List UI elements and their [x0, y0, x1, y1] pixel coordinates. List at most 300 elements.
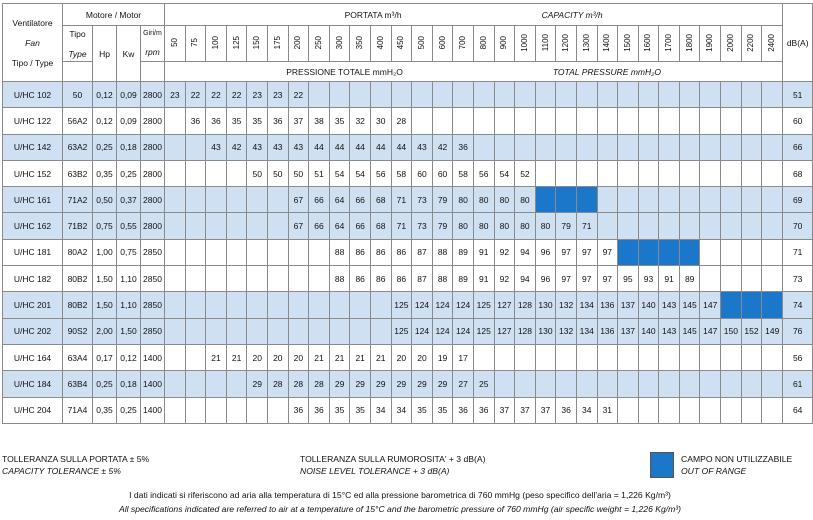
pressure-cell: [515, 344, 536, 370]
pressure-cell: 128: [515, 292, 536, 318]
pressure-cell: [679, 160, 700, 186]
pressure-cell: [638, 213, 659, 239]
pressure-cell: 94: [515, 239, 536, 265]
pressure-cell: 29: [329, 371, 350, 397]
kw-cell: 1,10: [117, 292, 141, 318]
pressure-cell: 124: [453, 318, 474, 344]
table-row: [3, 160, 813, 186]
pressure-cell: 38: [309, 108, 330, 134]
flow-value: 1100: [540, 33, 550, 52]
pressure-cell: [473, 82, 494, 108]
pressure-cell: 68: [370, 187, 391, 213]
conditions-note-it: I dati indicati si riferiscono ad aria alla temperatura di 15°C ed alla pressione barometrica di 760 mmHg (peso specifico dell'aria = 1,226 Kg/m³): [129, 490, 671, 500]
pressure-cell: [721, 160, 742, 186]
pressure-cell: [370, 318, 391, 344]
pressure-cell: 43: [247, 134, 268, 160]
pressure-cell: [741, 344, 762, 370]
table-row: [3, 371, 813, 397]
pressure-cell: [762, 108, 783, 134]
pressure-cell: [741, 160, 762, 186]
noise-cell: 68: [783, 160, 813, 186]
pressure-cell: 20: [412, 344, 433, 370]
kw-cell: 0,18: [117, 371, 141, 397]
hp-cell: 0,35: [93, 160, 117, 186]
out-of-range-cell: [741, 292, 762, 318]
pressure-cell: 34: [576, 397, 597, 423]
motor-type-cell: 63B4: [63, 371, 93, 397]
pressure-cell: [247, 292, 268, 318]
flow-value: 1400: [602, 33, 612, 52]
pressure-cell: 143: [659, 292, 680, 318]
pressure-cell: [659, 160, 680, 186]
pressure-cell: [659, 371, 680, 397]
pressure-cell: [309, 318, 330, 344]
pressure-cell: [165, 239, 186, 265]
pressure-cell: [185, 292, 206, 318]
pressure-cell: [659, 187, 680, 213]
pressure-cell: 22: [288, 82, 309, 108]
pressure-cell: [741, 213, 762, 239]
pressure-cell: [576, 371, 597, 397]
pressure-cell: [618, 187, 639, 213]
flow-tick: [700, 26, 721, 62]
pressure-cell: 136: [597, 318, 618, 344]
pressure-cell: [597, 82, 618, 108]
flow-tick: [453, 26, 474, 62]
flow-tick: [494, 26, 515, 62]
pressure-cell: [473, 134, 494, 160]
pressure-cell: [618, 397, 639, 423]
pressure-cell: 68: [370, 213, 391, 239]
pressure-cell: [185, 239, 206, 265]
flow-tick: [679, 26, 700, 62]
pressure-cell: 73: [412, 187, 433, 213]
pressure-cell: 86: [391, 239, 412, 265]
header-motor-type: [63, 26, 93, 62]
pressure-cell: 147: [700, 292, 721, 318]
pressure-cell: [206, 213, 227, 239]
pressure-cell: 35: [329, 108, 350, 134]
pressure-cell: 136: [597, 292, 618, 318]
rpm-cell: 2850: [141, 292, 165, 318]
pressure-cell: 21: [309, 344, 330, 370]
pressure-cell: 97: [597, 266, 618, 292]
pressure-cell: 86: [350, 266, 371, 292]
pressure-cell: 31: [597, 397, 618, 423]
pressure-cell: [185, 187, 206, 213]
pressure-cell: [659, 213, 680, 239]
pressure-cell: 124: [412, 318, 433, 344]
pressure-cell: 43: [268, 134, 289, 160]
pressure-cell: [329, 82, 350, 108]
pressure-cell: 127: [494, 292, 515, 318]
pressure-cell: 86: [350, 239, 371, 265]
pressure-cell: [576, 134, 597, 160]
pressure-cell: [370, 292, 391, 318]
pressure-cell: 88: [432, 266, 453, 292]
pressure-cell: 36: [206, 108, 227, 134]
pressure-cell: 50: [247, 160, 268, 186]
kw-cell: 0,09: [117, 108, 141, 134]
pressure-cell: [391, 82, 412, 108]
pressure-cell: 51: [309, 160, 330, 186]
pressure-cell: [535, 160, 556, 186]
pressure-cell: [185, 371, 206, 397]
pressure-cell: [309, 239, 330, 265]
flow-value: 250: [313, 35, 323, 50]
pressure-cell: [556, 134, 577, 160]
hp-cell: 0,50: [93, 187, 117, 213]
pressure-cell: [700, 187, 721, 213]
motor-type-cell: 71B2: [63, 213, 93, 239]
pressure-cell: 80: [515, 213, 536, 239]
kw-cell: 0,55: [117, 213, 141, 239]
pressure-cell: 29: [391, 371, 412, 397]
pressure-cell: 60: [432, 160, 453, 186]
pressure-cell: 36: [268, 108, 289, 134]
hp-cell: 2,00: [93, 318, 117, 344]
pressure-cell: 37: [535, 397, 556, 423]
legend-label-en: OUT OF RANGE: [681, 466, 747, 476]
pressure-cell: [268, 239, 289, 265]
out-of-range-cell: [618, 239, 639, 265]
pressure-cell: [412, 108, 433, 134]
pressure-cell: 124: [453, 292, 474, 318]
model-cell: U/HC 122: [3, 108, 63, 134]
kw-cell: 1,50: [117, 318, 141, 344]
pressure-cell: 147: [700, 318, 721, 344]
rpm-cell: 2800: [141, 108, 165, 134]
pressure-cell: [597, 134, 618, 160]
pressure-cell: 28: [288, 371, 309, 397]
pressure-cell: [288, 292, 309, 318]
pressure-cell: [473, 344, 494, 370]
pressure-cell: [618, 160, 639, 186]
header-motor: Motore / Motor: [63, 4, 165, 26]
flow-value: 1700: [664, 33, 674, 52]
pressure-cell: 20: [391, 344, 412, 370]
pressure-cell: [226, 239, 247, 265]
pressure-cell: [226, 318, 247, 344]
pressure-cell: [638, 160, 659, 186]
hp-cell: 0,12: [93, 82, 117, 108]
out-of-range-cell: [679, 239, 700, 265]
pressure-cell: [494, 108, 515, 134]
pressure-cell: 128: [515, 318, 536, 344]
pressure-cell: 97: [556, 239, 577, 265]
noise-cell: 70: [783, 213, 813, 239]
pressure-cell: [185, 160, 206, 186]
flow-tick: [226, 26, 247, 62]
pressure-cell: 91: [659, 266, 680, 292]
pressure-cell: [700, 108, 721, 134]
pressure-cell: 29: [370, 371, 391, 397]
table-row: [3, 344, 813, 370]
pressure-cell: [515, 108, 536, 134]
tolerance-flow-en: CAPACITY TOLERANCE ± 5%: [2, 466, 121, 476]
header-hp: Hp: [93, 26, 117, 82]
pressure-cell: 64: [329, 187, 350, 213]
pressure-cell: 67: [288, 213, 309, 239]
pressure-cell: 44: [370, 134, 391, 160]
pressure-cell: 125: [473, 318, 494, 344]
pressure-cell: 140: [638, 318, 659, 344]
pressure-cell: 130: [535, 318, 556, 344]
flow-value: 1300: [581, 33, 591, 52]
flow-value: 175: [272, 35, 282, 50]
out-of-range-cell: [535, 187, 556, 213]
pressure-cell: [494, 344, 515, 370]
pressure-cell: 37: [494, 397, 515, 423]
pressure-cell: 36: [288, 397, 309, 423]
pressure-cell: [741, 397, 762, 423]
pressure-cell: [432, 82, 453, 108]
pressure-cell: [494, 134, 515, 160]
kw-cell: 0,37: [117, 187, 141, 213]
pressure-cell: [206, 371, 227, 397]
flow-tick: [247, 26, 268, 62]
pressure-cell: 125: [391, 318, 412, 344]
pressure-cell: [247, 266, 268, 292]
pressure-cell: [288, 239, 309, 265]
pressure-cell: 28: [391, 108, 412, 134]
pressure-cell: [700, 344, 721, 370]
kw-cell: 0,75: [117, 239, 141, 265]
pressure-cell: [679, 213, 700, 239]
header-portata: PORTATA m³/h: [344, 9, 402, 20]
pressure-cell: [700, 160, 721, 186]
pressure-cell: [165, 213, 186, 239]
pressure-cell: 80: [535, 213, 556, 239]
pressure-cell: 60: [412, 160, 433, 186]
flow-tick: [206, 26, 227, 62]
noise-cell: 64: [783, 397, 813, 423]
kw-cell: 0,25: [117, 160, 141, 186]
pressure-cell: 88: [329, 239, 350, 265]
flow-value: 75: [190, 38, 200, 47]
pressure-cell: 97: [576, 239, 597, 265]
pressure-cell: [659, 108, 680, 134]
pressure-cell: [247, 318, 268, 344]
model-cell: U/HC 204: [3, 397, 63, 423]
motor-type-cell: 90S2: [63, 318, 93, 344]
pressure-cell: 44: [350, 134, 371, 160]
pressure-cell: [247, 213, 268, 239]
tolerance-noise-en: NOISE LEVEL TOLERANCE + 3 dB(A): [300, 466, 450, 476]
pressure-cell: 93: [638, 266, 659, 292]
pressure-cell: [350, 292, 371, 318]
table-row: [3, 82, 813, 108]
pressure-cell: [206, 239, 227, 265]
flow-value: 1500: [622, 33, 632, 52]
pressure-cell: 28: [309, 371, 330, 397]
pressure-cell: 124: [412, 292, 433, 318]
flow-tick: [762, 26, 783, 62]
pressure-cell: 137: [618, 318, 639, 344]
pressure-cell: 71: [391, 213, 412, 239]
motor-type-cell: 80B2: [63, 266, 93, 292]
kw-cell: 0,12: [117, 344, 141, 370]
pressure-cell: 125: [473, 292, 494, 318]
pressure-cell: 25: [473, 371, 494, 397]
pressure-cell: 124: [432, 318, 453, 344]
pressure-cell: 86: [391, 266, 412, 292]
pressure-cell: 35: [247, 108, 268, 134]
rpm-cell: 1400: [141, 397, 165, 423]
pressure-cell: [741, 134, 762, 160]
pressure-cell: [659, 82, 680, 108]
noise-cell: 76: [783, 318, 813, 344]
pressure-cell: [741, 187, 762, 213]
pressure-cell: [288, 318, 309, 344]
header-fan-en: Fan: [25, 37, 40, 48]
pressure-cell: [679, 82, 700, 108]
out-of-range-cell: [576, 187, 597, 213]
pressure-cell: 130: [535, 292, 556, 318]
noise-cell: 73: [783, 266, 813, 292]
motor-type-cell: 56A2: [63, 108, 93, 134]
pressure-cell: [226, 187, 247, 213]
pressure-cell: 22: [226, 82, 247, 108]
pressure-cell: 42: [226, 134, 247, 160]
pressure-cell: [762, 160, 783, 186]
pressure-cell: 20: [268, 344, 289, 370]
pressure-cell: 87: [412, 239, 433, 265]
flow-value: 450: [396, 35, 406, 50]
pressure-cell: 132: [556, 318, 577, 344]
legend-label-it: CAMPO NON UTILIZZABILE: [681, 454, 793, 464]
pressure-cell: 73: [412, 213, 433, 239]
pressure-cell: [741, 266, 762, 292]
header-fan: [3, 4, 63, 82]
pressure-cell: [329, 292, 350, 318]
motor-type-cell: 63A4: [63, 344, 93, 370]
pressure-cell: [329, 318, 350, 344]
pressure-cell: 21: [370, 344, 391, 370]
table-row: [3, 108, 813, 134]
hp-cell: 0,17: [93, 344, 117, 370]
pressure-cell: 44: [309, 134, 330, 160]
pressure-cell: [206, 292, 227, 318]
pressure-cell: [535, 108, 556, 134]
pressure-cell: [247, 397, 268, 423]
flow-value: 800: [478, 35, 488, 50]
rpm-cell: 2800: [141, 160, 165, 186]
pressure-cell: 64: [329, 213, 350, 239]
kw-cell: 0,25: [117, 397, 141, 423]
pressure-cell: 66: [309, 187, 330, 213]
pressure-cell: 21: [329, 344, 350, 370]
pressure-cell: 35: [412, 397, 433, 423]
pressure-cell: [350, 82, 371, 108]
flow-tick: [556, 26, 577, 62]
pressure-cell: 127: [494, 318, 515, 344]
pressure-cell: 132: [556, 292, 577, 318]
noise-cell: 51: [783, 82, 813, 108]
pressure-cell: [556, 82, 577, 108]
flow-value: 150: [252, 35, 262, 50]
pressure-cell: [576, 344, 597, 370]
flow-value: 1000: [519, 33, 529, 52]
pressure-cell: [268, 187, 289, 213]
pressure-cell: [247, 187, 268, 213]
pressure-cell: [309, 82, 330, 108]
kw-cell: 1,10: [117, 266, 141, 292]
pressure-cell: 23: [165, 82, 186, 108]
header-capacity-en: CAPACITY m³/h: [541, 9, 603, 20]
pressure-cell: [473, 108, 494, 134]
pressure-cell: 95: [618, 266, 639, 292]
conditions-note-en: All specifications indicated are referred to air at a temperature of 15°C and the barometric pressure of 760 mmHg (air specific weight = 1,226 Kg/m³): [118, 504, 682, 514]
pressure-cell: [721, 371, 742, 397]
pressure-cell: [762, 371, 783, 397]
hp-cell: 0,35: [93, 397, 117, 423]
pressure-cell: 29: [412, 371, 433, 397]
pressure-cell: 86: [370, 239, 391, 265]
pressure-cell: [226, 397, 247, 423]
pressure-cell: [721, 266, 742, 292]
motor-type-cell: 80B2: [63, 292, 93, 318]
hp-cell: 0,75: [93, 213, 117, 239]
pressure-cell: [535, 82, 556, 108]
pressure-cell: [165, 108, 186, 134]
pressure-cell: [185, 134, 206, 160]
pressure-cell: 134: [576, 318, 597, 344]
hp-cell: 0,12: [93, 108, 117, 134]
pressure-cell: 28: [268, 371, 289, 397]
pressure-cell: 29: [247, 371, 268, 397]
header-rpm-en: rpm: [145, 47, 160, 57]
flow-tick: [515, 26, 536, 62]
pressure-cell: 91: [473, 239, 494, 265]
pressure-cell: [638, 344, 659, 370]
pressure-cell: 37: [288, 108, 309, 134]
pressure-cell: [638, 187, 659, 213]
pressure-cell: 97: [576, 266, 597, 292]
flow-value: 2400: [767, 33, 777, 52]
pressure-cell: [556, 108, 577, 134]
pressure-cell: 35: [350, 397, 371, 423]
pressure-cell: 19: [432, 344, 453, 370]
table-row: [3, 187, 813, 213]
pressure-cell: 71: [576, 213, 597, 239]
pressure-cell: [226, 160, 247, 186]
pressure-cell: [741, 82, 762, 108]
pressure-cell: [638, 371, 659, 397]
pressure-cell: 145: [679, 292, 700, 318]
pressure-cell: 80: [515, 187, 536, 213]
rpm-cell: 2850: [141, 266, 165, 292]
noise-cell: 56: [783, 344, 813, 370]
flow-tick: [185, 26, 206, 62]
pressure-cell: [618, 82, 639, 108]
pressure-cell: 86: [370, 266, 391, 292]
pressure-cell: [165, 397, 186, 423]
pressure-cell: [185, 266, 206, 292]
pressure-cell: 36: [453, 397, 474, 423]
pressure-cell: [638, 82, 659, 108]
pressure-cell: 145: [679, 318, 700, 344]
pressure-cell: [515, 371, 536, 397]
pressure-cell: [556, 344, 577, 370]
tolerance-noise-it: TOLLERANZA SULLA RUMOROSITA' + 3 dB(A): [300, 454, 486, 464]
header-tipo: Tipo: [69, 28, 86, 39]
pressure-cell: 66: [309, 213, 330, 239]
pressure-cell: 143: [659, 318, 680, 344]
pressure-cell: 96: [535, 239, 556, 265]
pressure-cell: [370, 82, 391, 108]
pressure-cell: 36: [185, 108, 206, 134]
